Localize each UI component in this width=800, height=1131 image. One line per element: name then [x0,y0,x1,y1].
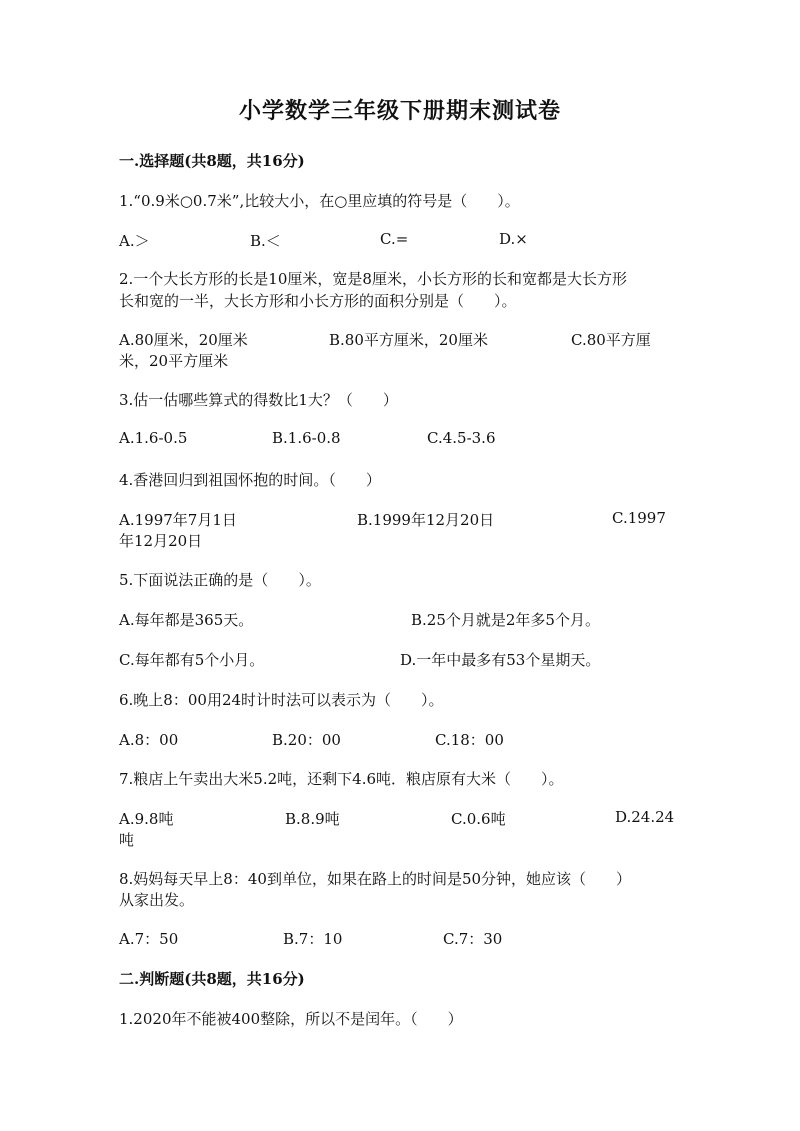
question-3-option-a: A.1.6-0.5 [119,429,188,447]
question-8-option-b: B.7：10 [283,930,343,948]
page-title: 小学数学三年级下册期末测试卷 [238,98,561,124]
question-3-text: 3.估一估哪些算式的得数比1大？（ ） [119,391,398,409]
question-6-option-c: C.18：00 [435,731,504,749]
question-5-text: 5.下面说法正确的是（ ）。 [119,571,321,589]
question-1-option-b: B.＜ [250,232,281,250]
question-1-option-a: A.＞ [119,232,150,250]
question-7-option-c: C.0.6吨 [451,810,506,828]
question-5-option-a: A.每年都是365天。 [119,611,254,629]
question-2-option-a: A.80厘米，20厘米 [119,331,248,349]
section-heading-judgement: 二.判断题(共8题，共16分) [119,970,305,988]
question-1-text: 1.“0.9米○0.7米”,比较大小，在○里应填的符号是（ ）。 [119,192,520,210]
question-2-text-line-2: 长和宽的一半，大长方形和小长方形的面积分别是（ ）。 [119,292,517,310]
question-8-text-line-2: 从家出发。 [119,891,195,909]
question-4-option-b: B.1999年12月20日 [357,511,495,529]
question-2-text-line-1: 2.一个大长方形的长是10厘米，宽是8厘米，小长方形的长和宽都是大长方形 [119,270,627,288]
question-7-text: 7.粮店上午卖出大米5.2吨，还剩下4.6吨．粮店原有大米（ ）。 [119,770,564,788]
question-4-option-c-cont: 年12月20日 [119,532,203,550]
question-6-text: 6.晚上8：00用24时计时法可以表示为（ ）。 [119,691,444,709]
question-4-option-c: C.1997 [612,509,666,527]
question-3-option-c: C.4.5-3.6 [427,429,496,447]
question-7-option-d: D.24.24 [615,808,675,826]
question-6-option-a: A.8：00 [119,731,179,749]
section-heading-choice: 一.选择题(共8题，共16分) [119,152,305,170]
question-1-option-c: C.= [380,230,409,248]
question-3-option-b: B.1.6-0.8 [272,429,341,447]
question-8-text-line-1: 8.妈妈每天早上8：40到单位，如果在路上的时间是50分钟，她应该（ ） [119,870,632,888]
question-5-option-b: B.25个月就是2年多5个月。 [411,611,600,629]
question-8-option-a: A.7：50 [119,930,179,948]
question-8-option-c: C.7：30 [443,930,503,948]
question-7-option-d-cont: 吨 [119,831,135,849]
question-1-option-d: D.× [499,230,528,248]
question-4-text: 4.香港回归到祖国怀抱的时间。（ ） [119,471,381,489]
question-5-option-d: D.一年中最多有53个星期天。 [400,651,601,669]
question-2-option-c: C.80平方厘 [571,331,651,349]
question-2-option-c-cont: 米，20平方厘米 [119,352,229,370]
question-4-option-a: A.1997年7月1日 [119,511,237,529]
question-6-option-b: B.20：00 [272,731,341,749]
judgement-question-1-text: 1.2020年不能被400整除，所以不是闰年。（ ） [119,1010,463,1028]
question-7-option-b: B.8.9吨 [285,810,340,828]
question-2-option-b: B.80平方厘米，20厘米 [329,331,488,349]
question-5-option-c: C.每年都有5个小月。 [119,651,265,669]
question-7-option-a: A.9.8吨 [119,810,174,828]
